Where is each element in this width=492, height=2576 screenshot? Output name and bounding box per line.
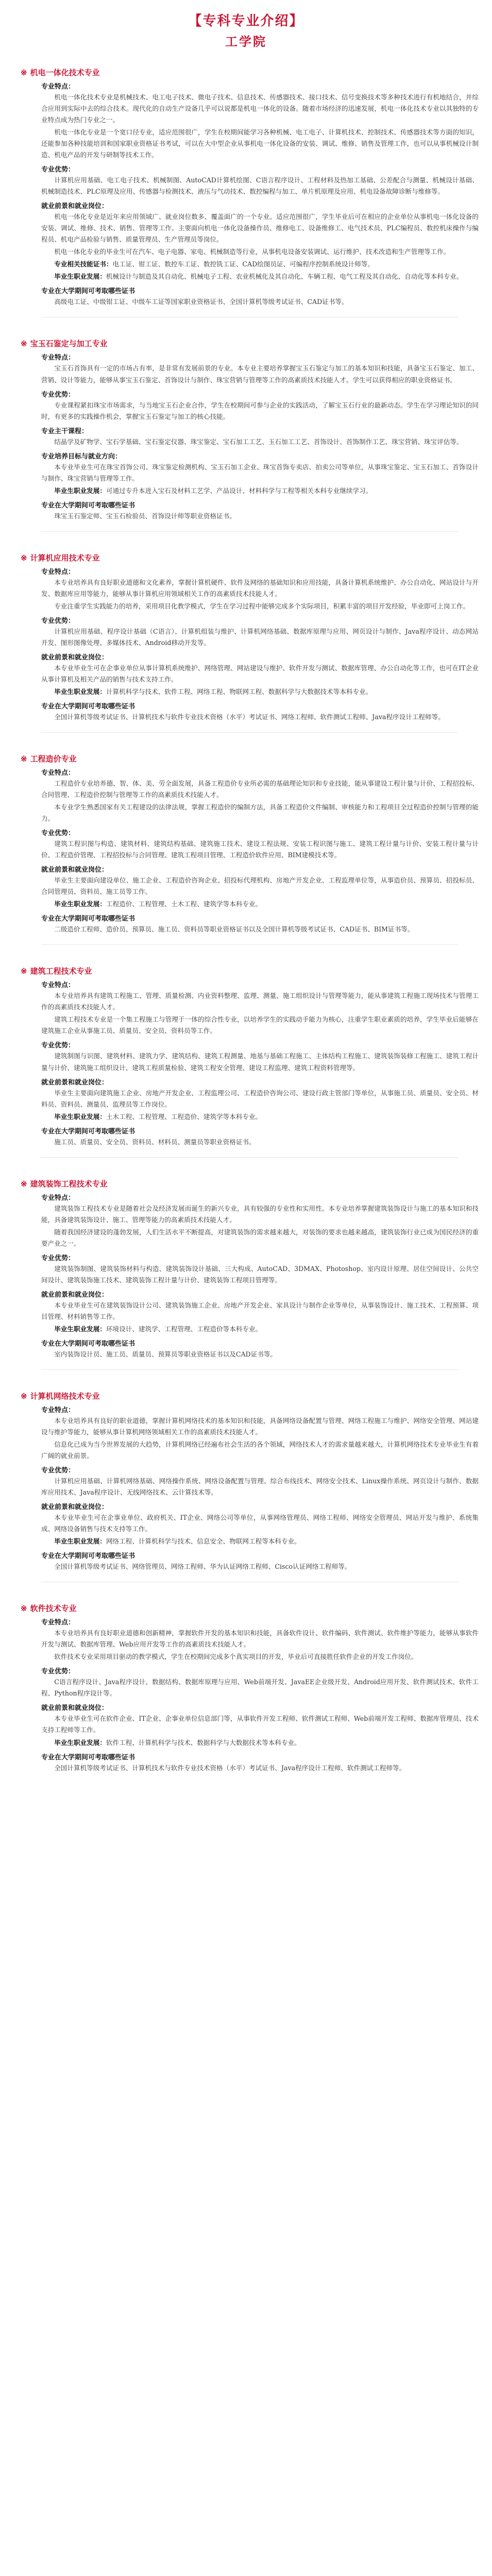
section-label: 就业前景和就业岗位： xyxy=(41,653,109,662)
section-label: 专业优势： xyxy=(41,166,75,174)
title-mark-icon: ※ xyxy=(21,1604,27,1614)
section-divider xyxy=(41,1157,458,1158)
title-mark-icon: ※ xyxy=(21,68,27,77)
major-title xyxy=(21,1178,479,1189)
inline-text: 软件工程、计算机科学与技术、数据科学与大数据技术等本科专业。 xyxy=(106,1738,301,1747)
paragraph: 专业注重学生实践能力的培养，采用项目化教学模式，学生在学习过程中能够完成多个实际项目，积累丰富的项目开发经验，毕业即可上岗工作。 xyxy=(54,602,470,610)
paragraph: 机电一体化专业是近年来应用领域广、就业岗位数多、覆盖面广的一个专业。适应范围很广，学生毕业后可在相应的企业单位从事机电一体化设备的安装、调试、维修、技术、销售、管理等工作。主要面向机电一体化设备操作员、维修电工、设备维修工、电气技术员、PLC编程员、数控机床操作与编程员、机电产品检验与销售、质量管理员、生产管理员等岗位。 xyxy=(41,213,479,244)
paragraph xyxy=(41,1324,479,1335)
section-label: 专业优势： xyxy=(41,1254,75,1262)
section-label: 就业前景和就业岗位： xyxy=(41,1078,109,1087)
major-title-text: 计算机应用技术专业 xyxy=(30,553,100,563)
paragraph xyxy=(41,899,479,910)
page-subtitle: 工学院 xyxy=(225,34,267,49)
section-label: 专业特点： xyxy=(41,354,75,362)
major-title-text: 计算机网络技术专业 xyxy=(30,1391,100,1401)
section-label: 专业在大学期间可考取哪些证书 xyxy=(41,1340,135,1348)
section-label: 专业优势： xyxy=(41,1042,75,1050)
paragraph: 毕业生主要面向建设单位、施工企业、工程造价咨询企业、招投标代理机构、房地产开发企业、工程监理单位等，从事造价员、预算员、招投标员、合同管理员、资料员、施工员等工作。 xyxy=(41,876,479,896)
major-section xyxy=(5,1595,487,1780)
paragraph: 建筑装饰工程技术专业是随着社会及经济发展而诞生的新兴专业，具有较强的专业性和实用性。本专业培养掌握建筑装饰设计与施工的基本知识和技能，具备建筑装饰设计、施工、管理等能力的高素质技术技能人才。 xyxy=(41,1204,479,1224)
paragraph: 二级造价工程师、造价员、预算员、施工员、资料员等职业资格证书以及全国计算机等级考试证书、CAD证书、BIM证书等。 xyxy=(54,925,414,934)
major-title xyxy=(21,1603,479,1614)
section-label: 专业特点： xyxy=(41,1194,75,1202)
inline-text: 土木工程、工程管理、工程造价、建筑学等本科专业。 xyxy=(106,1112,262,1121)
major-title-text: 机电一体化技术专业 xyxy=(30,68,100,77)
paragraph xyxy=(41,271,479,282)
section-label: 就业前景和就业岗位： xyxy=(41,1291,109,1299)
section-divider xyxy=(41,531,458,532)
paragraph: 本专业学生熟悉国家有关工程建设的法律法规，掌握工程造价的编制方法，具备工程造价文件编制、审核能力和工程项目全过程造价控制与管理的能力。 xyxy=(41,803,479,823)
paragraph: 本专业毕业生可在企事业单位、政府机关、IT企业、网络公司等单位，从事网络管理员、网络工程师、网络安全管理员、网站开发与维护、系统集成、网络设备销售与技术支持等工作。 xyxy=(41,1514,479,1533)
section-label: 专业优势： xyxy=(41,1467,75,1475)
paragraph: 随着我国经济建设的蓬勃发展，人们生活水平不断提高，对建筑装饰的需求越来越大，对装饰的要求也越来越高，建筑装饰行业已成为国民经济的重要产业之一。 xyxy=(41,1228,479,1247)
paragraph: 结晶学及矿物学、宝石学基础、宝石鉴定仪器、珠宝鉴定、宝石加工工艺、玉石加工工艺、首饰设计、首饰制作工艺、珠宝营销、珠宝评估等。 xyxy=(54,437,463,446)
major-title xyxy=(21,338,479,349)
major-section xyxy=(5,59,487,323)
title-mark-icon: ※ xyxy=(21,967,27,976)
section-label: 专业特点： xyxy=(41,981,75,990)
section-label: 专业在大学期间可考取哪些证书 xyxy=(41,703,135,710)
paragraph: C语言程序设计、Java程序设计、数据结构、数据库原理与应用、Web前端开发、JavaEE企业级开发、Android应用开发、软件测试技术、软件工程、Python程序设计等。 xyxy=(41,1678,479,1698)
major-title xyxy=(21,552,479,563)
inline-label: 毕业生职业发展： xyxy=(54,900,106,908)
inline-text: 可通过专升本进入宝石及材料工艺学、产品设计、材料科学与工程等相关本科专业继续学习。 xyxy=(106,486,372,495)
paragraph: 专业课程紧扣珠宝市场需求，与当地宝玉石企业合作，学生在校期间可参与企业的实践活动，了解宝玉石行业的最新动态。学生在学习理论知识的同时，有更多的实践操作机会，掌握宝玉石鉴定与加工的核心技能。 xyxy=(41,401,479,420)
paragraph: 珠宝玉石鉴定师、宝玉石检验员、首饰设计师等职业资格证书。 xyxy=(54,512,236,520)
section-label: 就业前景和就业岗位： xyxy=(41,1503,109,1512)
major-title-text: 工程造价专业 xyxy=(30,754,77,764)
paragraph: 宝玉石首饰具有一定的市场占有率，是非常有发展前景的专业。本专业主要培养掌握宝玉石鉴定与加工的基本知识和技能，具备宝玉石鉴定、加工、营销、设计等能力，能够从事宝玉石鉴定、首饰设计与制作、珠宝营销与管理等工作的高素质技术技能人才。学生可以获得相应的职业资格证书。 xyxy=(41,364,479,384)
major-title-text: 建筑工程技术专业 xyxy=(30,967,92,976)
major-section xyxy=(5,745,487,950)
paragraph: 建筑制图与识图、建筑材料、建筑力学、建筑结构、建筑工程测量、地基与基础工程施工、主体结构工程施工、建筑装饰装修工程施工、建筑工程计量与计价、建筑施工组织设计、建筑工程质量检验、建筑工程安全管理、建设工程监理、建筑工程资料管理等。 xyxy=(41,1052,479,1072)
section-label: 专业特点： xyxy=(41,769,75,777)
section-label: 专业特点： xyxy=(41,1406,75,1414)
section-label: 专业在大学期间可考取哪些证书 xyxy=(41,287,135,296)
inline-label: 毕业生职业发展： xyxy=(54,1112,106,1121)
paragraph: 本专业培养具有良好职业道德和创新精神，掌握软件开发的基本知识和技能，具备软件设计、软件编码、软件测试、软件维护等能力，能够从事软件开发与测试、数据库管理、Web应用开发等工作的高素质技术技能人才。 xyxy=(41,1629,479,1649)
page-title: 【专科专业介绍】 xyxy=(188,13,304,29)
major-section xyxy=(5,544,487,738)
inline-text: 机械设计与制造及其自动化、机械电子工程、农业机械化及其自动化、车辆工程、电气工程及其自动化、自动化等本科专业。 xyxy=(106,273,463,281)
paragraph: 本专业培养具有良好的职业道德，掌握计算机网络技术的基本知识和技能，具备网络设备配置与管理、网络工程施工与维护、网络安全管理、网站建设与维护等能力，能够从事计算机网络领域相关工作的高素质技术技能人才。 xyxy=(41,1416,479,1436)
paragraph: 毕业生主要面向建筑施工企业、房地产开发企业、工程监理公司、工程造价咨询公司、建设行政主管部门等单位，从事施工员、质量员、安全员、材料员、资料员、测量员、监理员等工作岗位。 xyxy=(41,1089,479,1108)
paragraph: 建筑工程技术专业是一个集工程施工与管理于一体的综合性专业，以培养学生的实践动手能力为核心，注重学生职业素质的培养，学生毕业后能够在建筑施工企业从事施工员、质量员、安全员、资料员等工作。 xyxy=(41,1015,479,1035)
document-page xyxy=(5,0,487,1803)
inline-label: 毕业生职业发展： xyxy=(54,486,106,495)
major-section xyxy=(5,1382,487,1587)
paragraph xyxy=(41,259,479,270)
paragraph: 机电一体化专业的毕业生可在汽车、电子电器、家电、机械制造等行业，从事机电设备安装调试、运行维护、技术改造和生产管理等工作。 xyxy=(54,248,450,256)
paragraph: 本专业培养具有良好职业道德和文化素养，掌握计算机硬件、软件及网络的基础知识和应用技能，具备计算机系统维护、办公自动化、网站设计与开发、数据库应用等能力，能够从事计算机应用领域相关工作的高素质技术技能人才。 xyxy=(41,578,479,598)
title-mark-icon: ※ xyxy=(21,1179,27,1189)
section-divider xyxy=(41,1369,458,1370)
section-label: 专业在大学期间可考取哪些证书 xyxy=(41,501,135,510)
paragraph: 室内装饰设计员、施工员、质量员、预算员等职业资格证书以及CAD证书等。 xyxy=(54,1350,277,1358)
section-divider xyxy=(41,944,458,945)
paragraph: 建筑工程识图与构造、建筑材料、建筑结构基础、建筑施工技术、建设工程法规、安装工程识图与施工、建筑工程计量与计价、安装工程计量与计价、工程造价管理、工程招投标与合同管理、建筑工程项目管理、工程造价软件应用、BIM建模技术等。 xyxy=(41,840,479,859)
paragraph xyxy=(41,1737,479,1749)
paragraph: 工程造价专业培养德、智、体、美、劳全面发展，具备工程造价专业所必需的基础理论知识和专业技能，能从事建设工程计量与计价、工程招投标、合同管理、工程造价控制与管理等工作的高素质技术技能人才。 xyxy=(41,779,479,799)
section-label: 就业前景和就业岗位： xyxy=(41,866,109,874)
section-label: 专业特点： xyxy=(41,83,75,91)
title-mark-icon: ※ xyxy=(21,339,27,349)
title-mark-icon: ※ xyxy=(21,553,27,563)
paragraph: 全国计算机等级考试证书、计算机技术与软件专业技术资格（水平）考试证书、Java程序设计工程师、软件测试工程师等。 xyxy=(54,1764,406,1772)
inline-label: 毕业生职业发展： xyxy=(54,1738,106,1747)
major-title xyxy=(21,965,479,976)
section-label: 专业在大学期间可考取哪些证书 xyxy=(41,915,135,923)
section-label: 专业主干课程： xyxy=(41,427,89,435)
title-mark-icon: ※ xyxy=(21,754,27,764)
paragraph: 计算机应用基础、计算机网络基础、网络操作系统、网络设备配置与管理、综合布线技术、网络安全技术、Linux操作系统、网页设计与制作、数据库应用技术、Java程序设计、无线网络技术、云计算技术等。 xyxy=(41,1477,479,1497)
section-label: 专业特点： xyxy=(41,1619,75,1627)
section-label: 专业特点： xyxy=(41,568,75,576)
paragraph: 本专业毕业生可在企事业单位从事计算机系统维护、网络管理、网站建设与维护、软件开发与测试、数据库管理、办公自动化等工作，也可在IT企业从事计算机及相关产品的销售与技术支持工作。 xyxy=(41,664,479,683)
major-title xyxy=(21,753,479,764)
section-label: 专业优势： xyxy=(41,617,75,625)
inline-label: 毕业生职业发展： xyxy=(54,687,106,696)
section-label: 专业优势： xyxy=(41,1668,75,1676)
section-divider xyxy=(41,732,458,733)
paragraph: 本专业毕业生可在建筑装饰设计公司、建筑装饰施工企业、房地产开发企业、家具设计与制作企业等单位，从事装饰设计、施工技术、工程预算、项目管理、材料销售等工作。 xyxy=(41,1301,479,1320)
paragraph: 本专业毕业生可在软件企业、IT企业、企事业单位信息部门等，从事软件开发工程师、软件测试工程师、Web前端开发工程师、数据库管理员、技术支持工程师等工作。 xyxy=(41,1715,479,1734)
paragraph: 机电一体化专业是一个宽口径专业，适应范围很广，学生在校期间能学习各种机械、电工电子、计算机技术、控制技术、传感器技术等方面的知识，还能参加各种技能培训和国家职业资格证书考试，可以在大中型企业从事机电一体化设备的安装、调试、维修、销售及管理工作，也可以从事机械设计制造、机电产品的开发与研制等技术工作。 xyxy=(41,128,479,159)
inline-text: 电工证、钳工证、数控车工证、数控铣工证、CAD绘图员证、可编程序控制系统设计师等。 xyxy=(112,260,374,268)
paragraph: 计算机应用基础、程序设计基础（C语言）、计算机组装与维护、计算机网络基础、数据库原理与应用、网页设计与制作、Java程序设计、动态网站开发、图形图像处理、多媒体技术、Android移动开发等。 xyxy=(41,627,479,647)
major-title-text: 建筑装饰工程技术专业 xyxy=(30,1179,108,1189)
major-section xyxy=(5,957,487,1162)
inline-text: 环境设计、建筑学、工程管理、工程造价等本科专业。 xyxy=(106,1325,262,1333)
paragraph xyxy=(41,1536,479,1547)
major-title xyxy=(21,67,479,78)
title-mark-icon: ※ xyxy=(21,1391,27,1401)
paragraph: 高级电工证、中级钳工证、中级车工证等国家职业资格证书、全国计算机等级考试证书、CAD证书等。 xyxy=(54,298,348,306)
section-label: 专业优势： xyxy=(41,391,75,399)
major-section xyxy=(5,1170,487,1375)
paragraph xyxy=(41,1111,479,1123)
section-label: 专业在大学期间可考取哪些证书 xyxy=(41,1552,135,1561)
inline-label: 毕业生职业发展： xyxy=(54,1325,106,1333)
paragraph xyxy=(41,485,479,497)
major-title-text: 软件技术专业 xyxy=(30,1604,77,1614)
inline-label: 毕业生职业发展： xyxy=(54,273,106,281)
inline-text: 计算机科学与技术、软件工程、网络工程、物联网工程、数据科学与大数据技术等本科专业。 xyxy=(106,687,372,696)
section-label: 专业优势： xyxy=(41,829,75,838)
section-label: 专业在大学期间可考取哪些证书 xyxy=(41,1127,135,1136)
paragraph: 机电一体化技术专业是机械技术、电工电子技术、微电子技术、信息技术、传感器技术、接口技术、信号变换技术等多种技术进行有机地结合，并综合应用到实际中去的综合技术。现代化的自动生产设备几乎可以说都是机电一体化的设备。随着市场经济的迅速发展，机电一体化技术专业以其独特的专业特点成为热门专业之一。 xyxy=(41,93,479,124)
section-label: 就业前景和就业岗位： xyxy=(41,202,109,211)
paragraph: 施工员、质量员、安全员、资料员、材料员、测量员等职业资格证书。 xyxy=(54,1138,256,1146)
inline-text: 网络工程、计算机科学与技术、信息安全、物联网工程等本科专业。 xyxy=(106,1537,301,1546)
paragraph xyxy=(41,686,479,698)
inline-text: 工程造价、工程管理、土木工程、建筑学等本科专业。 xyxy=(106,900,262,908)
paragraph: 本专业毕业生可在珠宝首饰公司、珠宝鉴定检测机构、宝玉石加工企业、珠宝首饰专卖店、拍卖公司等单位，从事珠宝鉴定、宝玉石加工、首饰设计与制作、珠宝营销与管理等工作。 xyxy=(41,463,479,482)
paragraph: 软件技术专业采用项目驱动的教学模式，学生在校期间完成多个真实项目的开发，毕业后可直接胜任软件企业的开发工作岗位。 xyxy=(54,1653,418,1661)
paragraph: 信息化已成为当今世界发展的大趋势，计算机网络已经遍布社会生活的各个领域，网络技术人才的需求量越来越大，计算机网络技术专业毕业生有着广阔的就业前景。 xyxy=(41,1440,479,1460)
section-label: 就业前景和就业岗位： xyxy=(41,1704,109,1713)
inline-label: 毕业生职业发展： xyxy=(54,1537,106,1546)
major-title-text: 宝玉石鉴定与加工专业 xyxy=(30,339,108,349)
section-label: 专业在大学期间可考取哪些证书 xyxy=(41,1753,135,1761)
page-header xyxy=(5,10,487,49)
paragraph: 建筑装饰制图、建筑装饰材料与构造、建筑装饰设计基础、三大构成、AutoCAD、3DMAX、Photoshop、室内设计原理、居住空间设计、公共空间设计、建筑装饰施工技术、建筑装饰工程计量与计价、建筑装饰工程项目管理等。 xyxy=(41,1264,479,1284)
majors-list xyxy=(5,59,487,1780)
paragraph: 全国计算机等级考试证书、计算机技术与软件专业技术资格（水平）考试证书、网络工程师、软件测试工程师、Java程序设计工程师等。 xyxy=(54,713,445,721)
inline-label: 专业相关技能证书： xyxy=(54,260,113,268)
major-title xyxy=(21,1391,479,1401)
paragraph: 计算机应用基础、电工电子技术、机械制图、AutoCAD计算机绘图、C语言程序设计、工程材料及热加工基础、公差配合与测量、机械设计基础、机械制造技术、PLC原理及应用、传感器与检测技术、液压与气动技术、数控编程与加工、单片机原理及应用、机电设备故障诊断与维修等。 xyxy=(41,176,479,196)
major-section xyxy=(5,330,487,536)
section-label: 专业培养目标与就业方向： xyxy=(41,452,122,461)
paragraph: 全国计算机等级考试证书、网络管理员、网络工程师、华为认证网络工程师、Cisco认证网络工程师等。 xyxy=(54,1563,351,1571)
paragraph: 本专业培养具有建筑工程施工、管理、质量检测、内业资料整理、监理、测量、施工组织设计与管理等能力，能从事建筑工程施工现场技术与管理工作的高素质技术技能人才。 xyxy=(41,992,479,1011)
